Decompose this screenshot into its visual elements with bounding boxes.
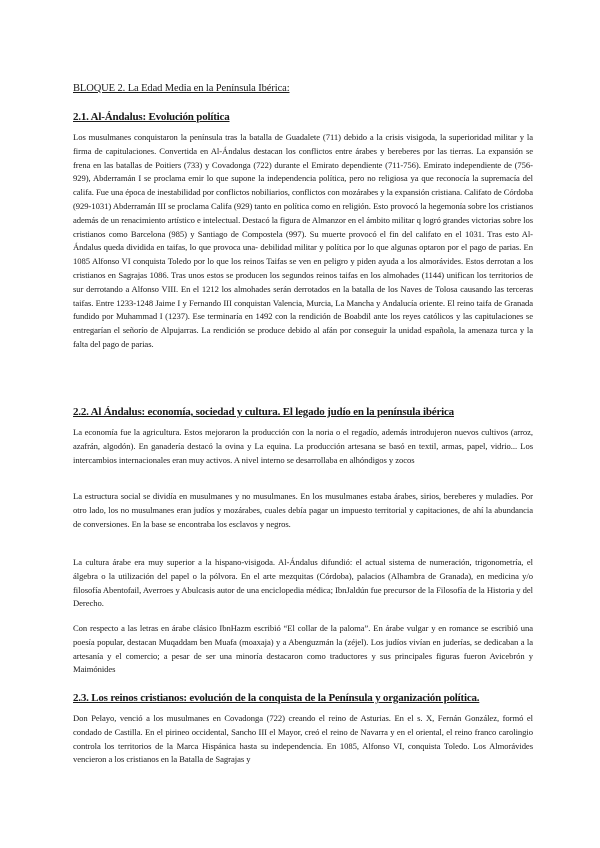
paragraph-cultura: La cultura árabe era muy superior a la hispano-visigoda. Al-Ándalus difundió: el actual sistema de numeración, trigonometría, el álgebra o la utilización del papel o la pólvora. En el arte mezquitas (Córdoba), palacios (Alhambra de Granada), en medicina y/o filosofía Abentofail, Averroes y Abulcasis autor de una enciclopedia médica; IbnJaldún fue precursor de la Filosofía de la Historia y del Derecho.	[73, 557, 533, 609]
section-heading-2-1: 2.1. Al-Ándalus: Evolución política	[73, 111, 230, 123]
paragraph-economia: La economía fue la agricultura. Estos mejoraron la producción con la noria o el regadío, además introdujeron nuevos cultivos (arroz, azafrán, algodón). En ganadería destacó la ovina y La equina. La producción artesana se basó en textil, armas, papel, vidrio... Los intercambios internacionales eran muy activos. A nivel interno se desarrollaba en alhóndigos y zocos	[73, 427, 533, 465]
paragraph-politica: Los musulmanes conquistaron la península tras la batalla de Guadalete (711) debido a la crisis visigoda, la superioridad militar y la firma de capitulaciones. Convertida en Al-Ándalus destacan los conflictos entre árabes y bereberes por las tierras. La expansión se frena en las batallas de Poitiers (733) y Covadonga (722) durante el Emirato dependiente (711-756). Emirato independiente de (756-929), Abderramán I se proclama emir lo que supone la independencia política, pero no religiosa ya que reconocía la supremacía del califa. Fue una época de inestabilidad por conflictos nobiliarios, conflictos con mozárabes y la expansión cristiana. Califato de Córdoba (929-1031) Abderramán III se proclama Califa (929) tanto en política como en religión. Esto provocó la hegemonía sobre los cristianos además de un renacimiento artístico e intelectual. Destacó la figura de Almanzor en el ámbito militar q logró grandes victorias sobre los cristianos como Barcelona (985) y Santiago de Compostela (997). Su muerte provocó el fin del califato en el 1031. Tras esto Al-Ándalus queda dividida en taifas, lo que provoca una- debilidad militar y política por lo que algunas optaron por el pago de parias. En 1085 Alfonso VI conquista Toledo por lo que los reinos Taifas se ven en peligro y piden ayuda a los almorávides. Estos derrotan a los cristianos en Sagrajas 1086. Tras unos estos se producen los segundos reinos taifas en los almohades (1144) unifican los territorios de sur derrotando a Alfonso VIII. En el 1212 los almohades serán derrotados en la batalla de los Naves de Tolosa causando las terceras taifas. Entre 1233-1248 Jaime I y Fernando III conquistan Valencia, Murcia, La Mancha y Andalucía oriente. El reino taifa de Granada fundido por Muhammad I (1237). Ese terminaría en 1492 con la rendición de Boabdil ante los reyes católicos y las capitulaciones se entregarían el señorío de Alpujarras. La rendición se produce debido al afán por conseguir la unidad española, la amenaza turca y la falta del pago de parias.	[73, 132, 533, 349]
paragraph-sociedad: La estructura social se dividía en musulmanes y no musulmanes. En los musulmanes estaba árabes, sirios, bereberes y muladíes. Por otro lado, los no musulmanes eran judíos y mozárabes, cuales debía pagar un impuesto territorial y capitaciones, de ahí la abundancia de conversiones. En la base se encontraba los esclavos y negros.	[73, 491, 533, 529]
section-heading-2-2: 2.2. Al Ándalus: economía, sociedad y cultura. El legado judío en la península ibérica	[73, 406, 454, 418]
document-title: BLOQUE 2. La Edad Media en la Península Ibérica:	[73, 83, 290, 94]
paragraph-letras: Con respecto a las letras en árabe clásico IbnHazm escribió “El collar de la paloma”. En árabe vulgar y en romance se escribió una poesía popular, destacan Muqaddam ben Muafa (moaxaja) y a Abenguzmán la (zéjel). Los judíos vivían en juderías, se dedicaban a la artesanía y el comercio; a pesar de ser una minoría destacaron como traductores y sus principales figuras fueron Avicebrón y Maimónides	[73, 623, 533, 675]
paragraph-reinos: Don Pelayo, venció a los musulmanes en Covadonga (722) creando el reino de Asturias. En el s. X, Fernán González, formó el condado de Castilla. En el pirineo occidental, Sancho III el Mayor, creó el reino de Navarra y en el oriental, el reino franco carolingio controla los territorios de la Marca Hispánica hasta su independencia. En 1085, Alfonso VI, conquista Toledo. Los Almorávides vencieron a los cristianos en la Batalla de Sagrajas y	[73, 713, 533, 765]
section-heading-2-3: 2.3. Los reinos cristianos: evolución de la conquista de la Península y organización política.	[73, 692, 480, 704]
